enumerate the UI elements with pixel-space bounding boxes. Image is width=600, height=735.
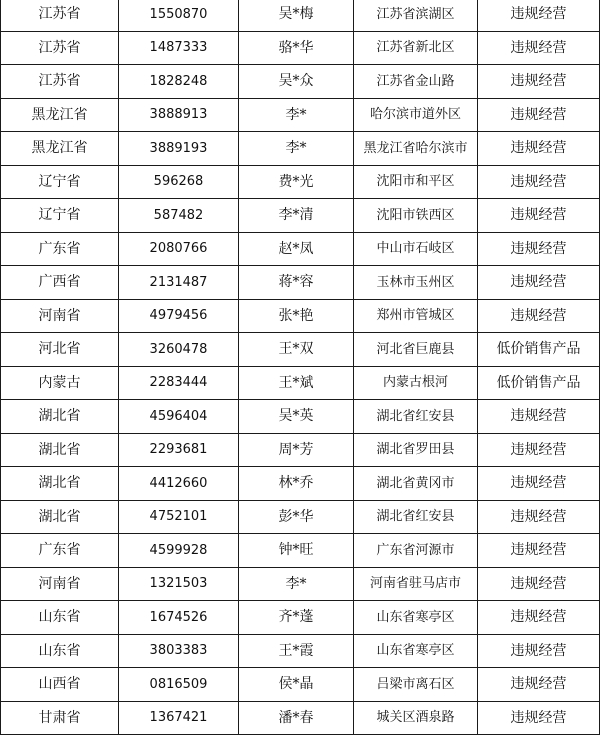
address-cell: 湖北省罗田县 bbox=[354, 433, 478, 467]
name-cell: 侯*晶 bbox=[239, 668, 354, 702]
province-cell: 黑龙江省 bbox=[1, 98, 119, 132]
id-cell: 1674526 bbox=[119, 601, 239, 635]
table-row bbox=[1, 0, 600, 31]
province-cell: 甘肃省 bbox=[1, 701, 119, 735]
table-row bbox=[1, 98, 600, 132]
address-cell: 江苏省金山路 bbox=[354, 65, 478, 99]
table-row bbox=[1, 400, 600, 434]
reason-cell: 违规经营 bbox=[478, 400, 600, 434]
reason-cell: 违规经营 bbox=[478, 601, 600, 635]
province-cell: 广西省 bbox=[1, 266, 119, 300]
id-cell: 0816509 bbox=[119, 668, 239, 702]
province-cell: 辽宁省 bbox=[1, 199, 119, 233]
table-row bbox=[1, 199, 600, 233]
reason-cell: 违规经营 bbox=[478, 534, 600, 568]
name-cell: 钟*旺 bbox=[239, 534, 354, 568]
reason-cell: 违规经营 bbox=[478, 467, 600, 501]
address-cell: 内蒙古根河 bbox=[354, 366, 478, 400]
address-cell: 黑龙江省哈尔滨市 bbox=[354, 132, 478, 166]
province-cell: 河南省 bbox=[1, 567, 119, 601]
id-cell: 3888913 bbox=[119, 98, 239, 132]
id-cell: 587482 bbox=[119, 199, 239, 233]
table-row bbox=[1, 266, 600, 300]
table-row bbox=[1, 165, 600, 199]
table-row bbox=[1, 668, 600, 702]
table-row bbox=[1, 534, 600, 568]
address-cell: 沈阳市和平区 bbox=[354, 165, 478, 199]
address-cell: 城关区酒泉路 bbox=[354, 701, 478, 735]
province-cell: 山东省 bbox=[1, 634, 119, 668]
table-row bbox=[1, 65, 600, 99]
reason-cell: 违规经营 bbox=[478, 433, 600, 467]
reason-cell: 违规经营 bbox=[478, 232, 600, 266]
province-cell: 湖北省 bbox=[1, 400, 119, 434]
province-cell: 江苏省 bbox=[1, 31, 119, 65]
id-cell: 3260478 bbox=[119, 333, 239, 367]
address-cell: 吕梁市离石区 bbox=[354, 668, 478, 702]
reason-cell: 违规经营 bbox=[478, 668, 600, 702]
province-cell: 湖北省 bbox=[1, 500, 119, 534]
province-cell: 山西省 bbox=[1, 668, 119, 702]
address-cell: 山东省寒亭区 bbox=[354, 601, 478, 635]
name-cell: 周*芳 bbox=[239, 433, 354, 467]
id-cell: 2293681 bbox=[119, 433, 239, 467]
address-cell: 江苏省新北区 bbox=[354, 31, 478, 65]
province-cell: 江苏省 bbox=[1, 65, 119, 99]
reason-cell: 违规经营 bbox=[478, 132, 600, 166]
province-cell: 湖北省 bbox=[1, 467, 119, 501]
id-cell: 2283444 bbox=[119, 366, 239, 400]
address-cell: 玉林市玉州区 bbox=[354, 266, 478, 300]
id-cell: 1550870 bbox=[119, 0, 239, 31]
table-row bbox=[1, 232, 600, 266]
name-cell: 吴*梅 bbox=[239, 0, 354, 31]
id-cell: 2131487 bbox=[119, 266, 239, 300]
table-row bbox=[1, 132, 600, 166]
address-cell: 哈尔滨市道外区 bbox=[354, 98, 478, 132]
address-cell: 湖北省红安县 bbox=[354, 500, 478, 534]
name-cell: 彭*华 bbox=[239, 500, 354, 534]
address-cell: 河南省驻马店市 bbox=[354, 567, 478, 601]
address-cell: 湖北省红安县 bbox=[354, 400, 478, 434]
table-row bbox=[1, 500, 600, 534]
id-cell: 4596404 bbox=[119, 400, 239, 434]
province-cell: 黑龙江省 bbox=[1, 132, 119, 166]
name-cell: 李* bbox=[239, 132, 354, 166]
address-cell: 湖北省黄冈市 bbox=[354, 467, 478, 501]
reason-cell: 违规经营 bbox=[478, 65, 600, 99]
reason-cell: 违规经营 bbox=[478, 634, 600, 668]
address-cell: 郑州市管城区 bbox=[354, 299, 478, 333]
id-cell: 3889193 bbox=[119, 132, 239, 166]
name-cell: 潘*春 bbox=[239, 701, 354, 735]
table-row bbox=[1, 601, 600, 635]
province-cell: 内蒙古 bbox=[1, 366, 119, 400]
reason-cell: 违规经营 bbox=[478, 299, 600, 333]
reason-cell: 违规经营 bbox=[478, 500, 600, 534]
id-cell: 596268 bbox=[119, 165, 239, 199]
table-row bbox=[1, 634, 600, 668]
id-cell: 1321503 bbox=[119, 567, 239, 601]
name-cell: 王*霞 bbox=[239, 634, 354, 668]
id-cell: 4979456 bbox=[119, 299, 239, 333]
table-row bbox=[1, 333, 600, 367]
reason-cell: 低价销售产品 bbox=[478, 333, 600, 367]
id-cell: 1828248 bbox=[119, 65, 239, 99]
province-cell: 广东省 bbox=[1, 534, 119, 568]
name-cell: 王*斌 bbox=[239, 366, 354, 400]
name-cell: 骆*华 bbox=[239, 31, 354, 65]
name-cell: 赵*凤 bbox=[239, 232, 354, 266]
province-cell: 辽宁省 bbox=[1, 165, 119, 199]
name-cell: 王*双 bbox=[239, 333, 354, 367]
reason-cell: 违规经营 bbox=[478, 98, 600, 132]
province-cell: 河北省 bbox=[1, 333, 119, 367]
reason-cell: 违规经营 bbox=[478, 165, 600, 199]
name-cell: 李* bbox=[239, 567, 354, 601]
id-cell: 1367421 bbox=[119, 701, 239, 735]
reason-cell: 违规经营 bbox=[478, 701, 600, 735]
name-cell: 李* bbox=[239, 98, 354, 132]
name-cell: 齐*蓬 bbox=[239, 601, 354, 635]
name-cell: 吴*众 bbox=[239, 65, 354, 99]
province-cell: 湖北省 bbox=[1, 433, 119, 467]
reason-cell: 违规经营 bbox=[478, 199, 600, 233]
address-cell: 江苏省滨湖区 bbox=[354, 0, 478, 31]
table-row bbox=[1, 31, 600, 65]
name-cell: 吴*英 bbox=[239, 400, 354, 434]
table-body bbox=[1, 0, 600, 735]
address-cell: 广东省河源市 bbox=[354, 534, 478, 568]
name-cell: 张*艳 bbox=[239, 299, 354, 333]
province-cell: 山东省 bbox=[1, 601, 119, 635]
name-cell: 费*光 bbox=[239, 165, 354, 199]
table-row bbox=[1, 366, 600, 400]
id-cell: 4412660 bbox=[119, 467, 239, 501]
table-row bbox=[1, 467, 600, 501]
province-cell: 广东省 bbox=[1, 232, 119, 266]
address-cell: 沈阳市铁西区 bbox=[354, 199, 478, 233]
id-cell: 4599928 bbox=[119, 534, 239, 568]
id-cell: 1487333 bbox=[119, 31, 239, 65]
province-cell: 江苏省 bbox=[1, 0, 119, 31]
table-row bbox=[1, 433, 600, 467]
address-cell: 河北省巨鹿县 bbox=[354, 333, 478, 367]
id-cell: 2080766 bbox=[119, 232, 239, 266]
address-cell: 山东省寒亭区 bbox=[354, 634, 478, 668]
province-cell: 河南省 bbox=[1, 299, 119, 333]
name-cell: 蒋*容 bbox=[239, 266, 354, 300]
name-cell: 林*乔 bbox=[239, 467, 354, 501]
name-cell: 李*清 bbox=[239, 199, 354, 233]
reason-cell: 低价销售产品 bbox=[478, 366, 600, 400]
table-row bbox=[1, 567, 600, 601]
table-row bbox=[1, 299, 600, 333]
id-cell: 3803383 bbox=[119, 634, 239, 668]
table-row bbox=[1, 701, 600, 735]
id-cell: 4752101 bbox=[119, 500, 239, 534]
reason-cell: 违规经营 bbox=[478, 266, 600, 300]
reason-cell: 违规经营 bbox=[478, 567, 600, 601]
reason-cell: 违规经营 bbox=[478, 0, 600, 31]
reason-cell: 违规经营 bbox=[478, 31, 600, 65]
address-cell: 中山市石岐区 bbox=[354, 232, 478, 266]
